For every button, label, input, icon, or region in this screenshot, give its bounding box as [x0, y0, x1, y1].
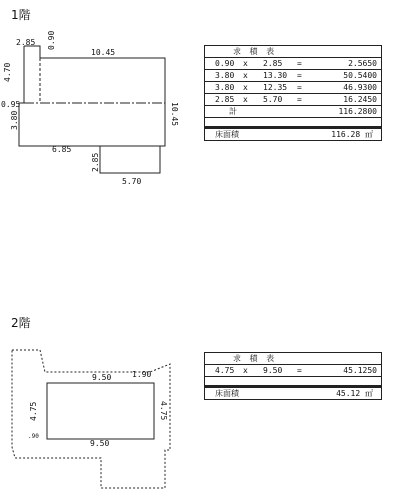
table-row: 4.75 x 9.50 = 45.1250 [205, 365, 381, 377]
dim-5-70: 5.70 [122, 177, 142, 186]
dim-2-85-top: 2.85 [16, 38, 36, 47]
dim-10-45-top: 10.45 [91, 48, 116, 57]
table-row: 2.85 x 5.70 = 16.2450 [205, 94, 381, 106]
dim-3-80: 3.80 [10, 110, 19, 130]
floor2-title: 2階 [11, 316, 31, 330]
f2-dim-4-75-left: 4.75 [29, 401, 38, 421]
f2-dim-4-75-right: 4.75 [159, 401, 168, 421]
dim-4-70: 4.70 [3, 62, 12, 82]
f2-dim-9-50-bottom: 9.50 [90, 439, 110, 448]
table-row: 3.80 x 13.30 = 50.5400 [205, 70, 381, 82]
dim-6-85: 6.85 [52, 145, 72, 154]
dim-0-95: 0.95 [1, 100, 21, 109]
floor1-area-table [204, 45, 382, 141]
table-header: 求 積 表 [205, 353, 381, 365]
floor2-area-table [204, 352, 382, 400]
table-row: 3.80 x 12.35 = 46.9300 [205, 82, 381, 94]
table-spacer-row [205, 118, 381, 127]
table-floor-area-row: 床面積 45.12 ㎡ [205, 386, 381, 399]
dim-10-45-right: 10.45 [170, 102, 179, 127]
table-header: 求 積 表 [205, 46, 381, 58]
table-row: 0.90 x 2.85 = 2.5650 [205, 58, 381, 70]
dim-2-85-bottom: 2.85 [91, 152, 100, 172]
f2-dim-9-50-top: 9.50 [92, 373, 112, 382]
f2-dim-1-90: 1.90 [132, 370, 152, 379]
table-floor-area-row: 床面積 116.28 ㎡ [205, 127, 381, 140]
table-spacer-row [205, 377, 381, 386]
floor1-title: 1階 [11, 8, 31, 22]
dim-0-90: 0.90 [47, 30, 56, 50]
table-total-row: 計 116.2800 [205, 106, 381, 118]
f2-dim-0-90: .90 [28, 433, 39, 440]
